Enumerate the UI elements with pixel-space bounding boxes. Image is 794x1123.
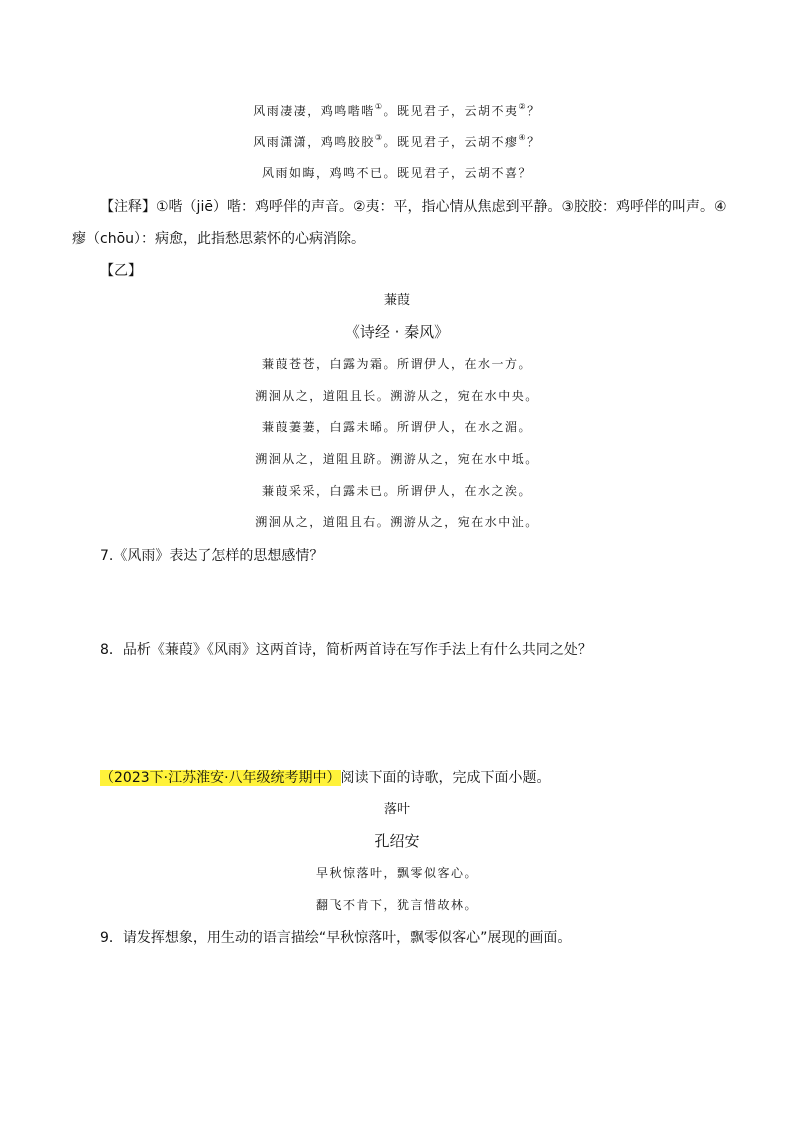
section-label-yi: 【乙】 [100,263,142,279]
poem-jianjia-line: 蒹葭萋萋，白露未晞。所谓伊人，在水之湄。 [261,420,532,434]
poem-jianjia-line: 蒹葭采采，白露未已。所谓伊人，在水之涘。 [261,484,532,498]
poem-jianjia-line: 溯洄从之，道阻且跻。溯游从之，宛在水中坻。 [255,452,539,466]
poem-jianjia-line: 蒹葭苍苍，白露为霜。所谓伊人，在水一方。 [261,357,532,371]
exam-source-tag: （2023下·江苏淮安·八年级统考期中） [100,770,341,786]
notes-line-1: 【注释】①喈（jiē）喈：鸡呼伴的声音。②夷：平，指心情从焦虑到平静。③胶胶：鸡呼伴的叫声。④ [100,199,727,215]
poem-text: ？ [527,104,541,118]
question-9: 9．请发挥想象，用生动的语言描绘“早秋惊落叶，飘零似客心”展现的画面。 [100,930,572,946]
poem-fengyu-line-3: 风雨如晦，鸡鸣不已。既见君子，云胡不喜？ [261,166,532,180]
exam-section-header [100,771,551,785]
poem-text: 风雨凄凄，鸡鸣喈喈 [253,104,375,118]
question-8: 8．品析《蒹葭》《风雨》这两首诗，简析两首诗在写作手法上有什么共同之处？ [100,642,592,658]
footnote-marker: ③ [374,133,384,142]
poem-luoye-line: 早秋惊落叶，飘零似客心。 [315,866,478,880]
poem-text: 。既见君子，云胡不夷 [383,104,519,118]
poem-luoye-title: 落叶 [383,802,410,817]
poem-text: 风雨潇潇，鸡鸣胶胶 [253,135,375,149]
poem-luoye-author: 孔绍安 [374,832,420,850]
poem-fengyu-line-2 [0,133,794,149]
poem-jianjia-line: 溯洄从之，道阻且右。溯游从之，宛在水中沚。 [255,515,539,529]
poem-fengyu-line-1 [0,102,794,118]
footnote-marker: ② [518,102,528,111]
question-7: 7.《风雨》表达了怎样的思想感情？ [100,548,324,564]
poem-jianjia-line: 溯洄从之，道阻且长。溯游从之，宛在水中央。 [255,389,539,403]
exam-instruction: 阅读下面的诗歌，完成下面小题。 [340,770,551,786]
poem-text: ？ [527,135,541,149]
poem-jianjia-title: 蒹葭 [383,293,410,308]
poem-text: 。既见君子，云胡不瘳 [383,135,519,149]
poem-luoye-line: 翻飞不肯下，犹言惜故林。 [315,898,478,912]
notes-line-2: 瘳（chōu）：病愈，此指愁思萦怀的心病消除。 [72,231,366,247]
poem-jianjia-source: 《诗经 · 秦风》 [344,323,450,341]
footnote-marker: ① [374,102,384,111]
footnote-marker: ④ [518,133,528,142]
